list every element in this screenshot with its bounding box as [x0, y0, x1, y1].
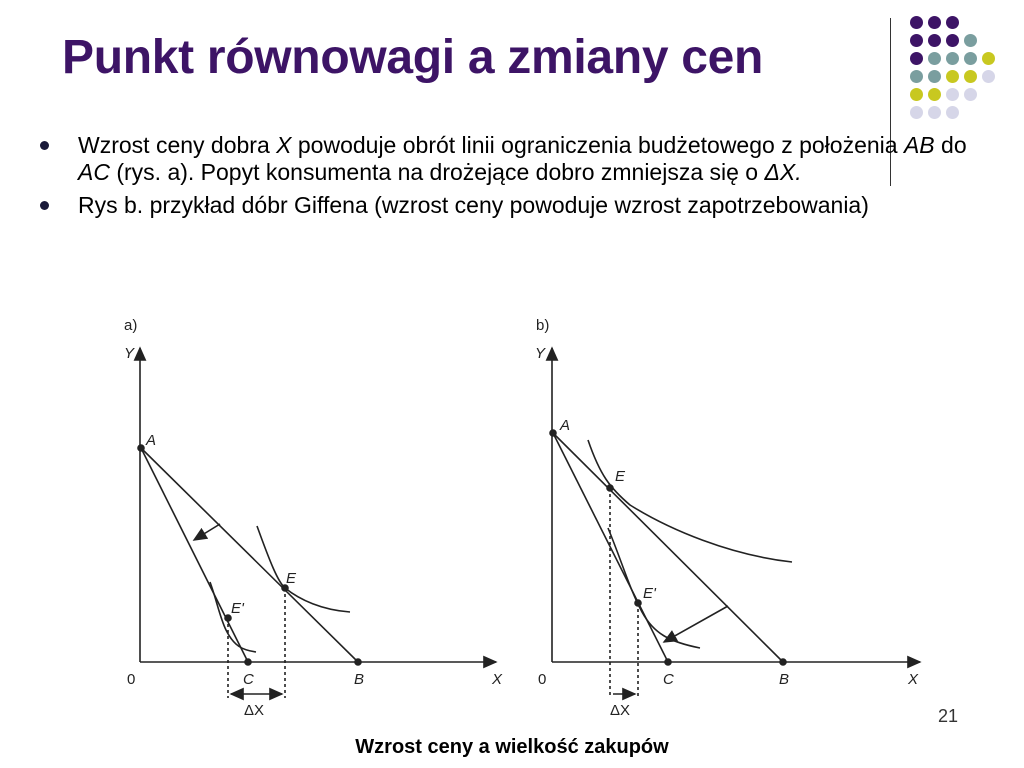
- bullet-text-run: Rys b. przykład dóbr Giffena (wzrost ceny powoduje wzrost zapotrzebowania): [78, 192, 869, 218]
- panel-a-origin: 0: [127, 671, 136, 688]
- bullet-item: [38, 132, 968, 186]
- panel-a-indifference-curve-Eprime: [210, 582, 256, 652]
- panel-b-indifference-curve-E: [588, 440, 792, 562]
- panel-b-label: b): [536, 317, 550, 334]
- bullet-text-run: ΔX.: [764, 159, 802, 185]
- decorative-dot: [946, 52, 959, 65]
- panel-a-y-label: Y: [124, 345, 135, 362]
- slide-title: Punkt równowagi a zmiany cen: [62, 31, 764, 84]
- equilibrium-figure: [110, 300, 930, 725]
- decorative-dot: [982, 52, 995, 65]
- panel-a-point-A: [138, 445, 144, 451]
- panel-b-point-B: [780, 659, 786, 665]
- decorative-dot: [910, 70, 923, 83]
- bullet-text-run: powoduje obrót linii ograniczenia budżetowego z położenia: [291, 132, 904, 158]
- panel-a-delta-label: ΔX: [244, 702, 265, 719]
- panel-b-label-E: E: [615, 468, 626, 485]
- panel-b-label-C: C: [663, 671, 674, 688]
- decorative-dot: [964, 70, 977, 83]
- panel-b-point-C: [665, 659, 671, 665]
- decorative-dot: [928, 34, 941, 47]
- decorative-dot: [910, 34, 923, 47]
- panel-a-point-C: [245, 659, 251, 665]
- panel-b-point-A: [550, 430, 556, 436]
- panel-a-x-label: X: [492, 671, 503, 688]
- decorative-dot: [964, 88, 977, 101]
- decorative-dot: [910, 52, 923, 65]
- decorative-dot: [946, 88, 959, 101]
- panel-b-origin: 0: [538, 671, 547, 688]
- bullet-text-run: X: [276, 132, 292, 158]
- panel-a-budget-line-AC: [141, 448, 248, 662]
- panel-b-rotation-arrow: [664, 606, 728, 642]
- panel-b-label-Eprime: E': [643, 585, 656, 602]
- bullet-icon: [40, 141, 49, 150]
- panel-b-point-Eprime: [635, 600, 641, 606]
- panel-a-label: a): [124, 317, 138, 334]
- panel-a-rotation-arrow: [194, 524, 220, 540]
- panel-b-point-E: [607, 485, 613, 491]
- panel-a-label-C: C: [243, 671, 254, 688]
- panel-a-budget-line-AB: [141, 448, 358, 662]
- bullet-text-run: (rys. a). Popyt konsumenta na drożejące dobro zmniejsza się o: [109, 159, 765, 185]
- panel-a-label-A: A: [146, 432, 157, 449]
- decorative-dot: [928, 16, 941, 29]
- panel-a-indifference-curve-E: [257, 526, 350, 612]
- decorative-dot: [946, 16, 959, 29]
- panel-b: [535, 317, 920, 719]
- panel-a-label-B: B: [354, 671, 365, 688]
- bullet-text-run: Wzrost ceny dobra: [78, 132, 277, 158]
- decorative-dot: [946, 70, 959, 83]
- panel-b-label-B: B: [779, 671, 790, 688]
- panel-b-label-A: A: [560, 417, 571, 434]
- decorative-dot: [928, 70, 941, 83]
- decorative-dot: [928, 106, 941, 119]
- decorative-dot: [910, 16, 923, 29]
- panel-a: [124, 317, 503, 719]
- panel-b-delta-label: ΔX: [610, 702, 631, 719]
- decorative-dot: [910, 106, 923, 119]
- decorative-dot: [982, 70, 995, 83]
- bullet-text-run: AC: [78, 159, 110, 185]
- panel-a-point-B: [355, 659, 361, 665]
- decorative-dot: [910, 88, 923, 101]
- decorative-dot: [964, 52, 977, 65]
- decorative-dot: [964, 34, 977, 47]
- decorative-dot: [928, 88, 941, 101]
- bullet-text-run: do: [934, 132, 967, 158]
- figure-caption: Wzrost ceny a wielkość zakupów: [355, 736, 669, 758]
- decorative-dot: [946, 34, 959, 47]
- bullet-text-run: AB: [903, 132, 935, 158]
- bullet-list: [38, 132, 968, 225]
- decorative-dot: [946, 106, 959, 119]
- bullet-item: [38, 192, 968, 219]
- bullet-icon: [40, 201, 49, 210]
- page-number: 21: [938, 706, 959, 726]
- panel-b-y-label: Y: [535, 345, 546, 362]
- panel-b-budget-line-AB: [553, 433, 783, 662]
- panel-a-label-Eprime: E': [231, 600, 244, 617]
- panel-a-label-E: E: [286, 570, 297, 587]
- decorative-dot: [928, 52, 941, 65]
- panel-b-x-label: X: [908, 671, 919, 688]
